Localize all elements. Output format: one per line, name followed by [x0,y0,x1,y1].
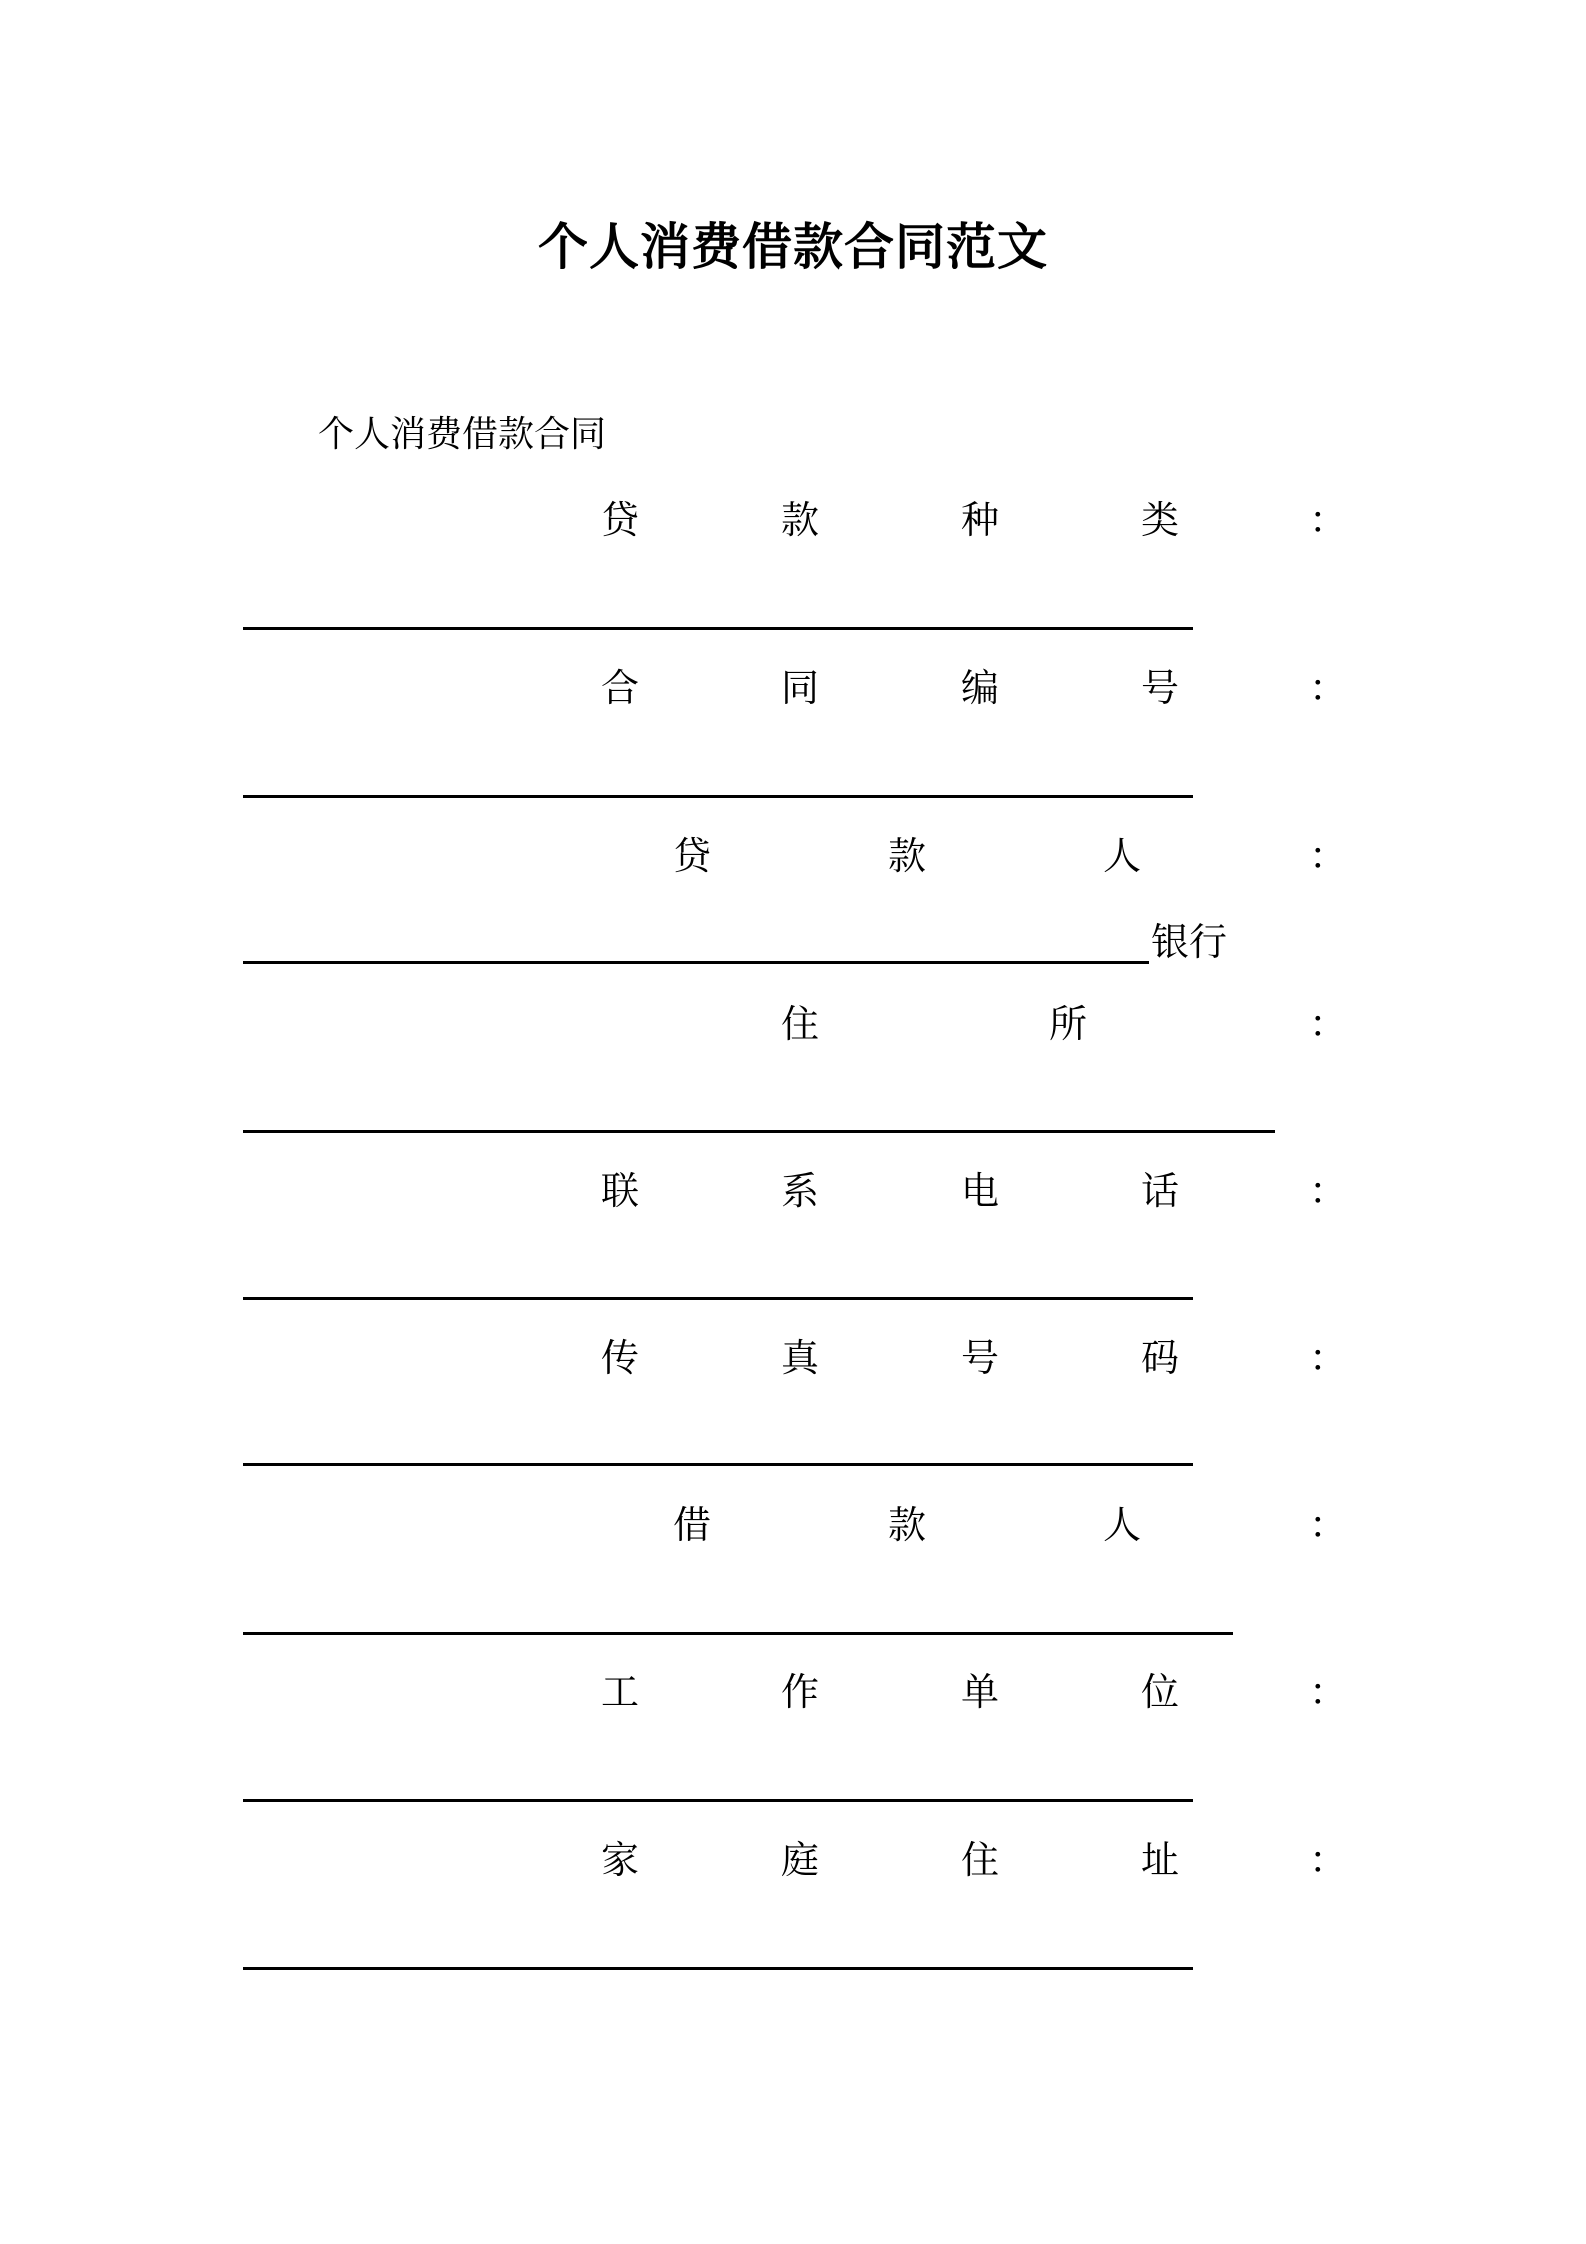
field-label-row [0,495,1586,545]
field-label-char: 贷 [600,498,639,542]
field-label-char: 款 [887,834,926,878]
field-label-char: 单 [960,1670,999,1714]
contract-subtitle: 个人消费借款合同 [318,414,607,455]
document-title: 个人消费借款合同范文 [538,218,1048,276]
field-colon: ： [1308,1169,1347,1213]
fill-in-blank-line[interactable] [243,627,1193,630]
field-colon: ： [1308,1336,1347,1380]
field-colon: ： [1308,666,1347,710]
field-label-char: 作 [780,1670,819,1714]
field-label-char: 真 [780,1336,819,1380]
field-label-char: 家 [600,1838,639,1882]
field-label-row [0,1835,1586,1885]
field-label-char: 合 [600,666,639,710]
fill-in-blank-line[interactable] [243,1463,1193,1466]
fill-in-blank-line[interactable] [243,961,1149,964]
field-label-char: 种 [960,498,999,542]
field-colon: ： [1308,834,1347,878]
field-label-char: 同 [780,666,819,710]
field-label-char: 号 [1140,666,1179,710]
fill-in-blank-line[interactable] [243,1967,1193,1970]
field-label-char: 电 [960,1169,999,1213]
fill-in-blank-line[interactable] [243,1632,1233,1635]
field-label-char: 话 [1140,1169,1179,1213]
field-label-char: 住 [780,1002,819,1046]
field-colon: ： [1308,1503,1347,1547]
field-label-char: 编 [960,666,999,710]
fill-in-blank-line[interactable] [243,1799,1193,1802]
field-label-char: 借 [672,1503,711,1547]
field-label-row [0,831,1586,881]
field-label-char: 贷 [672,834,711,878]
field-label-char: 位 [1140,1670,1179,1714]
field-label-row [0,1667,1586,1717]
field-label-char: 传 [600,1336,639,1380]
fill-in-blank-line[interactable] [243,1297,1193,1300]
field-colon: ： [1308,1838,1347,1882]
field-label-row [0,1333,1586,1383]
field-label-char: 系 [780,1169,819,1213]
field-label-char: 人 [1102,834,1141,878]
field-colon: ： [1308,1670,1347,1714]
field-colon: ： [1308,498,1347,542]
field-label-char: 类 [1140,498,1179,542]
field-label-char: 号 [960,1336,999,1380]
field-label-row [0,1166,1586,1216]
field-label-char: 款 [780,498,819,542]
field-label-char: 所 [1048,1002,1087,1046]
field-label-char: 工 [600,1670,639,1714]
field-label-char: 人 [1102,1503,1141,1547]
field-suffix: 银行 [1151,920,1228,964]
field-label-row [0,999,1586,1049]
fill-in-blank-line[interactable] [243,1130,1275,1133]
fill-in-blank-line[interactable] [243,795,1193,798]
field-colon: ： [1308,1002,1347,1046]
field-label-char: 住 [960,1838,999,1882]
field-label-row [0,1500,1586,1550]
field-label-char: 庭 [780,1838,819,1882]
field-label-char: 码 [1140,1336,1179,1380]
field-label-row [0,663,1586,713]
field-label-char: 址 [1140,1838,1179,1882]
field-label-char: 联 [600,1169,639,1213]
field-label-char: 款 [887,1503,926,1547]
